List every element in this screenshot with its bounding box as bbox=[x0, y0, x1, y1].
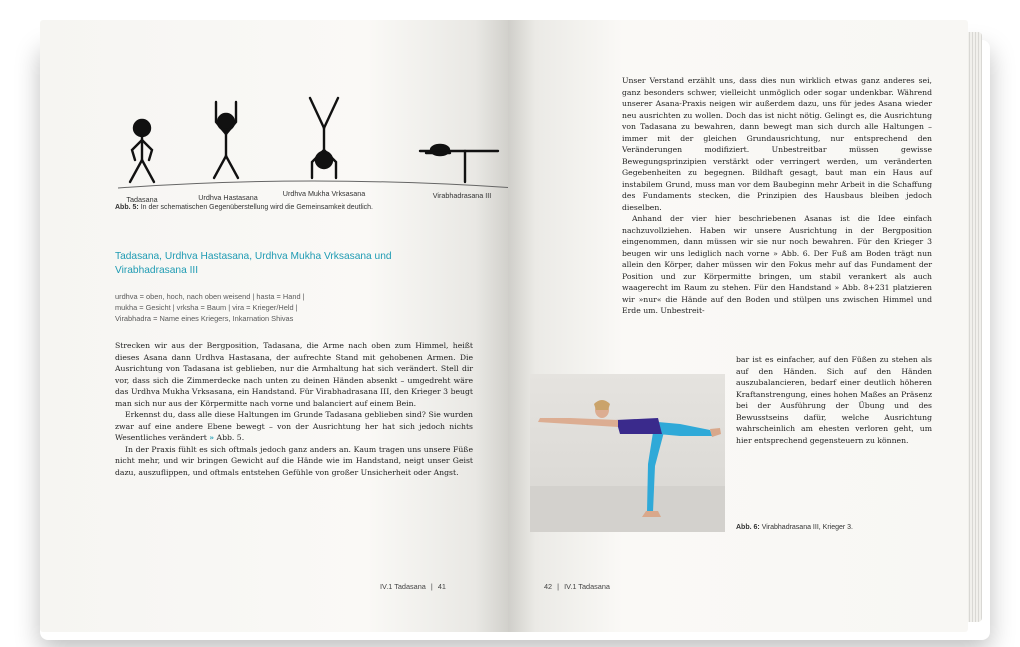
photo-caption-text: Virabhadrasana III, Krieger 3. bbox=[761, 524, 854, 531]
page-edges bbox=[966, 32, 982, 622]
paragraph-text: Erkennst du, dass alle diese Haltungen im Grunde Tadasana geblieben sind? Sie wurden zwar auf eine andere Ebene bewegt – von der Ausrichtung her hat sich jedoch nichts Wesentliches verändert bbox=[115, 410, 473, 442]
figure-label-urdhva-mukha-vrksasana: Urdhva Mukha Vrksasana bbox=[282, 189, 366, 198]
figure-caption-label: Abb. 5: bbox=[115, 204, 139, 211]
figure-label-urdhva-hastasana: Urdhva Hastasana bbox=[198, 193, 258, 202]
section-heading bbox=[115, 250, 495, 278]
right-side-text bbox=[736, 354, 932, 446]
paragraph: Anhand der vier hier beschriebenen Asanas ist die Idee einfach nachzuvollziehen. Haben wir unsere Ausrichtung in der Bergposition eingenommen, dann müssen wir sie nur noch bewahren. Für den Krieger 3 beugen wir uns lediglich nach vorne » Abb. 6. Der Fuß am Boden trägt nun allein den Körper, daher müssen wir den Fokus mehr auf das Fundament der Position und zur Körpermitte bringen, um stabil verankert als auch waagerecht im Raum zu stehen. Für den Handstand » Abb. 8+231 platzieren wir »nur« die Hände auf den Boden und stülpen uns zwischen Himmel und Erde um. Unbestreit- bbox=[622, 214, 932, 315]
term-glossary bbox=[115, 291, 495, 325]
figure-label-virabhadrasana: Virabhadrasana III bbox=[432, 191, 492, 200]
section-heading-line-1: Tadasana, Urdhva Hastasana, Urdhva Mukha Vrksasana und bbox=[115, 251, 392, 262]
stick-figure-diagram bbox=[110, 78, 508, 203]
paragraph: Strecken wir aus der Bergposition, Tadasana, die Arme nach oben zum Himmel, heißt dieses Asana dann Urdhva Hastasana, der aufrechte Stand mit gehobenen Armen. Die Ausrichtung von Tadasana ist geblieben, nur die Armhaltung hat sich verändert. Stell dir vor, dass sich die Zimmerdecke nach unten zu deinen Händen absenkt – umgedreht wäre das Urdhva Mukha Vrksasana, ein Handstand. Für Virabhadrasana III, den Krieger 3 beugt man sich nur aus der Körpermitte nach vorne und balanciert auf einem Bein. bbox=[115, 341, 473, 408]
footer-section: IV.1 Tadasana bbox=[564, 582, 610, 591]
right-footer: 42 | IV.1 Tadasana bbox=[544, 582, 610, 591]
right-page bbox=[508, 20, 968, 632]
footer-section: IV.1 Tadasana bbox=[380, 582, 426, 591]
tadasana-figure bbox=[130, 120, 154, 182]
cross-reference-arrow: » bbox=[209, 433, 215, 442]
paragraph: bar ist es einfacher, auf den Füßen zu stehen als auf den Händen. Sich auf den Händen auszubalancieren, bedarf einer deutlich höheren Kraftanstrengung, eines hohen Maßes an Präsenz bei der Ausführung der Übung und des Bewusstseins dafür, welche Ausrichtung wahrscheinlich am ehesten verloren geht, um hier entsprechend gegensteuern zu können. bbox=[736, 355, 932, 445]
figure-caption bbox=[115, 204, 495, 211]
gloss-line: Virabhadra = Name eines Kriegers, Inkarnation Shivas bbox=[115, 314, 294, 324]
page-number: 41 bbox=[437, 582, 446, 591]
left-page bbox=[40, 20, 508, 632]
photo-caption-label: Abb. 6: bbox=[736, 524, 760, 531]
yoga-photo bbox=[530, 374, 725, 532]
gloss-line: mukha = Gesicht | vrksha = Baum | vira = Krieger/Held | bbox=[115, 303, 298, 313]
photo-caption bbox=[736, 524, 936, 531]
right-body-text bbox=[622, 75, 932, 317]
cross-reference-text: Abb. 5. bbox=[216, 433, 245, 442]
figure-caption-text: In der schematischen Gegenüberstellung wird die Gemeinsamkeit deutlich. bbox=[140, 204, 373, 211]
urdhva-hastasana-figure bbox=[214, 102, 238, 178]
gloss-line: urdhva = oben, hoch, nach oben weisend | hasta = Hand | bbox=[115, 292, 305, 301]
figure-label-tadasana: Tadasana bbox=[126, 195, 158, 203]
virabhadrasana-figure bbox=[420, 145, 498, 182]
paragraph: In der Praxis fühlt es sich oftmals jedoch ganz anders an. Kaum tragen uns unsere Füße nicht mehr, und wir bringen Gewicht auf die Hände wie im Handstand, neigt unser Geist dazu, auszuflippen, und oftmals entstehen Gefühle von großer Unsicherheit oder Angst. bbox=[115, 444, 473, 477]
left-footer: IV.1 Tadasana | 41 bbox=[380, 582, 446, 591]
page-number: 42 bbox=[544, 582, 553, 591]
warrior-three-pose-image bbox=[530, 374, 725, 532]
paragraph bbox=[115, 409, 473, 444]
left-body-text bbox=[115, 340, 473, 478]
section-heading-line-2: Virabhadrasana III bbox=[115, 265, 199, 276]
paragraph: Unser Verstand erzählt uns, dass dies nun wirklich etwas ganz anderes sei, ganz besonders schwer, vielleicht unmöglich oder sogar undenkbar. Während unserer Asana-Praxis neigen wir außerdem dazu, uns für jedes Asana wieder neu ausrichten zu wollen. Doch das ist nicht nötig. Gelingt es, die Ausrichtung von Tadasana zu bewahren, dann bewegt man sich durch alle Haltungen – immer mit der gleichen Grundausrichtung, nur entsprechend den Veränderungen modifiziert. Unbestreitbar müssen gewisse Bewegungsprinzipien verstärkt oder verringert werden, um veränderten Gegebenheiten zu begegnen. Bildhaft gesagt, baut man ein Haus auf instabilem Grund, muss man vor dem Baubeginn mehr Arbeit in die Schaffung des Fundaments stecken, die Prinzipien des Hausbaus bleiben jedoch dieselben. bbox=[622, 76, 932, 212]
urdhva-mukha-vrksasana-figure bbox=[310, 98, 338, 178]
